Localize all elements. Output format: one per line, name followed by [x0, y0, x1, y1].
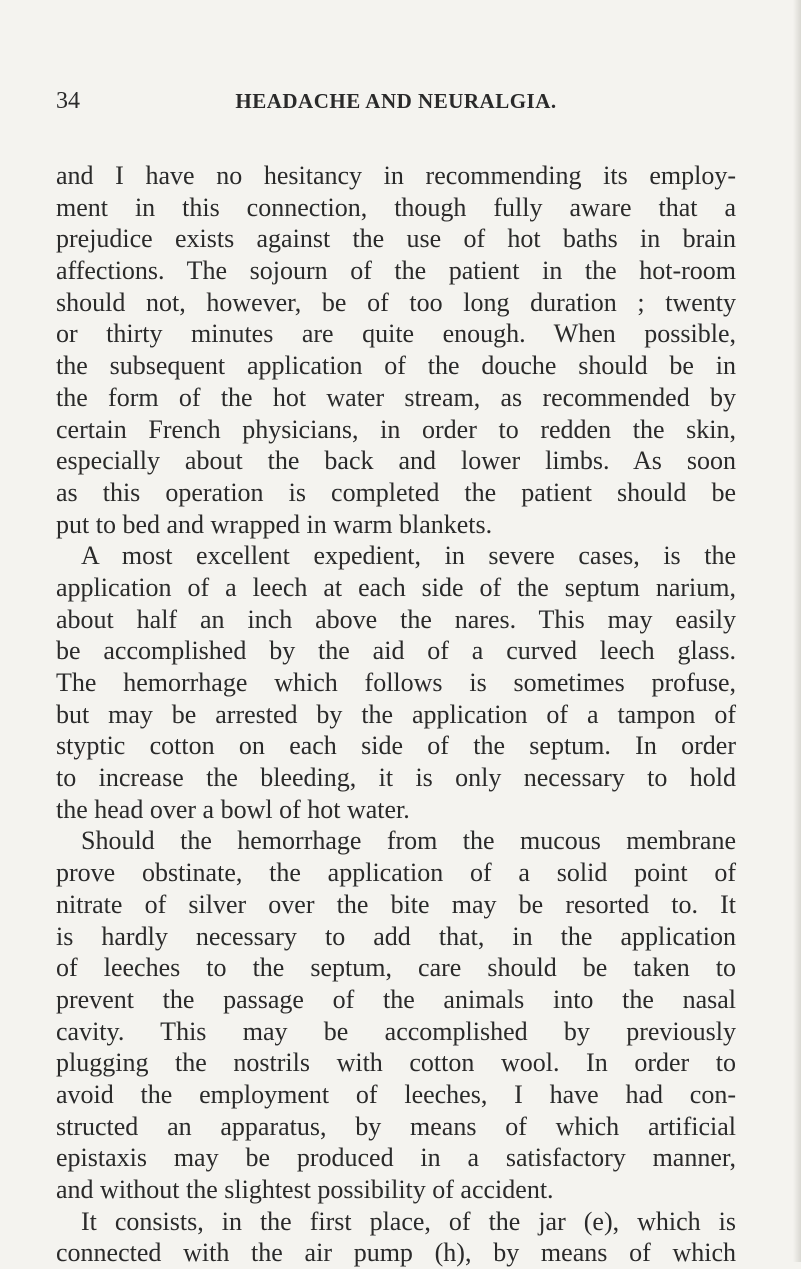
text-line: and I have no hesitancy in recommending its employ- [56, 161, 736, 190]
text-line: certain French physicians, in order to redden the skin, [56, 414, 736, 444]
text-line: and without the slightest possibility of accident. [56, 1175, 554, 1204]
text-line: affections. The sojourn of the patient in the hot-room [56, 256, 736, 286]
text-line: prevent the passage of the animals into the nasal [56, 984, 736, 1014]
text-line: It consists, in the first place, of the jar (e), which is [81, 1206, 736, 1236]
text-line: cavity. This may be accomplished by previously [56, 1016, 736, 1046]
text-line: styptic cotton on each side of the septum. In order [56, 731, 736, 761]
text-line: ment in this connection, though fully aware that a [56, 192, 736, 222]
text-line: is hardly necessary to add that, in the application [56, 921, 736, 951]
text-line: or thirty minutes are quite enough. When possible, [56, 319, 736, 349]
text-line: plugging the nostrils with cotton wool. In order to [56, 1048, 736, 1078]
text-line: but may be arrested by the application of a tampon of [56, 699, 736, 729]
text-line: as this operation is completed the patient should be [56, 477, 736, 507]
text-line: about half an inch above the nares. This may easily [56, 604, 736, 634]
text-line: be accomplished by the aid of a curved leech glass. [56, 636, 736, 666]
text-line: The hemorrhage which follows is sometimes profuse, [56, 668, 736, 697]
text-line: the head over a bowl of hot water. [56, 794, 410, 824]
paragraph [56, 825, 736, 1205]
text-line: nitrate of silver over the bite may be resorted to. It [56, 889, 736, 919]
text-line: the subsequent application of the douche should be in [56, 351, 736, 381]
text-line: especially about the back and lower limbs. As soon [56, 446, 736, 476]
page-edge-shadow [793, 0, 801, 1262]
text-line: application of a leech at each side of the septum narium, [56, 572, 736, 602]
body-text [56, 160, 736, 1269]
page-number: 34 [56, 88, 80, 114]
paragraph [56, 160, 736, 540]
text-line: to increase the bleeding, it is only necessary to hold [56, 763, 736, 793]
text-line: prejudice exists against the use of hot baths in brain [56, 224, 736, 254]
text-line: should not, however, be of too long duration ; twenty [56, 287, 736, 317]
paragraph [56, 540, 736, 825]
text-line: the form of the hot water stream, as recommended by [56, 382, 736, 412]
text-line: structed an apparatus, by means of which artificial [56, 1111, 736, 1141]
running-title: HEADACHE AND NEURALGIA. [235, 89, 557, 113]
text-line: avoid the employment of leeches, I have had con- [56, 1079, 736, 1109]
text-line: prove obstinate, the application of a solid point of [56, 858, 736, 888]
paragraph [56, 1206, 736, 1269]
text-line: connected with the air pump (h), by means of which [56, 1238, 736, 1268]
text-line: put to bed and wrapped in warm blankets. [56, 509, 493, 539]
text-line: A most excellent expedient, in severe cases, is the [81, 541, 736, 571]
text-line: Should the hemorrhage from the mucous membrane [81, 826, 736, 856]
text-line: of leeches to the septum, care should be taken to [56, 953, 736, 983]
text-line: epistaxis may be produced in a satisfactory manner, [56, 1143, 736, 1173]
page-header [56, 86, 736, 116]
